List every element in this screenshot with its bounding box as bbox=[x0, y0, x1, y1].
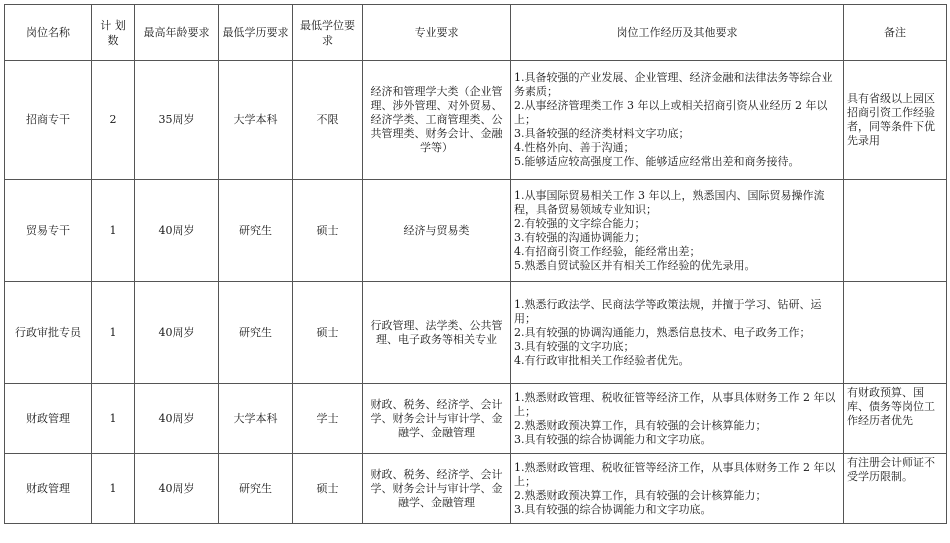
requirement-line: 1.熟悉行政法学、民商法学等政策法规，并擅于学习、钻研、运用； bbox=[514, 297, 822, 325]
cell-position: 行政审批专员 bbox=[5, 282, 92, 384]
requirement-line: 2.熟悉财政预决算工作，具有较强的会计核算能力； bbox=[514, 488, 767, 502]
requirement-line: 5.熟悉自贸试验区并有相关工作经验的优先录用。 bbox=[514, 258, 756, 272]
cell-count: 1 bbox=[92, 384, 135, 454]
requirement-line: 2.具有较强的协调沟通能力，熟悉信息技术、电子政务工作； bbox=[514, 325, 811, 339]
cell-count: 1 bbox=[92, 282, 135, 384]
requirement-line: 2.有较强的文字综合能力； bbox=[514, 216, 646, 230]
cell-note bbox=[844, 180, 947, 282]
table-row bbox=[5, 61, 947, 180]
header-major: 专业要求 bbox=[363, 5, 511, 61]
header-max-age: 最高年龄要求 bbox=[135, 5, 219, 61]
cell-major: 经济与贸易类 bbox=[363, 180, 511, 282]
table-row bbox=[5, 384, 947, 454]
requirement-line: 3.有较强的沟通协调能力； bbox=[514, 230, 646, 244]
cell-age: 40周岁 bbox=[135, 180, 219, 282]
requirement-line: 3.具有较强的综合协调能力和文字功底。 bbox=[514, 502, 712, 516]
cell-edu: 大学本科 bbox=[219, 384, 293, 454]
cell-position: 财政管理 bbox=[5, 454, 92, 524]
cell-note bbox=[844, 282, 947, 384]
header-row bbox=[5, 5, 947, 61]
header-count: 计 划 数 bbox=[92, 5, 135, 61]
requirement-line: 3.具有较强的综合协调能力和文字功底。 bbox=[514, 432, 712, 446]
cell-requirements bbox=[511, 61, 844, 180]
header-min-degree: 最低学位要求 bbox=[293, 5, 363, 61]
cell-edu: 研究生 bbox=[219, 454, 293, 524]
cell-age: 40周岁 bbox=[135, 282, 219, 384]
cell-degree: 学士 bbox=[293, 384, 363, 454]
cell-edu: 研究生 bbox=[219, 282, 293, 384]
requirement-line: 3.具有较强的文字功底； bbox=[514, 339, 635, 353]
cell-position: 招商专干 bbox=[5, 61, 92, 180]
requirement-line: 1.具备较强的产业发展、企业管理、经济金融和法律法务等综合业务素质； bbox=[514, 71, 833, 98]
table-row bbox=[5, 454, 947, 524]
cell-count: 1 bbox=[92, 180, 135, 282]
requirement-line: 2.熟悉财政预决算工作，具有较强的会计核算能力； bbox=[514, 418, 767, 432]
cell-major: 经济和管理学大类（企业管理、涉外管理、对外贸易、经济学类、工商管理类、公共管理类、财务会计、金融学等） bbox=[363, 61, 511, 180]
requirement-line: 1.熟悉财政管理、税收征管等经济工作，从事具体财务工作 2 年以上； bbox=[514, 460, 836, 488]
cell-count: 2 bbox=[92, 61, 135, 180]
cell-age: 40周岁 bbox=[135, 384, 219, 454]
cell-note: 有注册会计师证不受学历限制。 bbox=[844, 454, 947, 524]
cell-requirements bbox=[511, 180, 844, 282]
requirement-line: 2.从事经济管理类工作 3 年以上或相关招商引资从业经历 2 年以上； bbox=[514, 99, 828, 126]
cell-degree: 硕士 bbox=[293, 454, 363, 524]
cell-major: 财政、税务、经济学、会计学、财务会计与审计学、金融学、金融管理 bbox=[363, 454, 511, 524]
requirement-line: 1.从事国际贸易相关工作 3 年以上，熟悉国内、国际贸易操作流程，具备贸易领域专业知识； bbox=[514, 188, 825, 216]
requirement-line: 4.有招商引资工作经验，能经常出差； bbox=[514, 244, 701, 258]
cell-edu: 研究生 bbox=[219, 180, 293, 282]
cell-note: 具有省级以上园区招商引资工作经验者，同等条件下优先录用 bbox=[844, 61, 947, 180]
header-experience: 岗位工作经历及其他要求 bbox=[511, 5, 844, 61]
header-min-edu: 最低学历要求 bbox=[219, 5, 293, 61]
cell-requirements bbox=[511, 454, 844, 524]
header-note: 备注 bbox=[844, 5, 947, 61]
cell-edu: 大学本科 bbox=[219, 61, 293, 180]
cell-degree: 不限 bbox=[293, 61, 363, 180]
cell-position: 财政管理 bbox=[5, 384, 92, 454]
table-row bbox=[5, 180, 947, 282]
cell-degree: 硕士 bbox=[293, 180, 363, 282]
cell-major: 行政管理、法学类、公共管理、电子政务等相关专业 bbox=[363, 282, 511, 384]
requirement-line: 4.性格外向、善于沟通； bbox=[514, 141, 635, 154]
cell-requirements bbox=[511, 282, 844, 384]
cell-requirements bbox=[511, 384, 844, 454]
table-row bbox=[5, 282, 947, 384]
cell-degree: 硕士 bbox=[293, 282, 363, 384]
cell-major: 财政、税务、经济学、会计学、财务会计与审计学、金融学、金融管理 bbox=[363, 384, 511, 454]
requirement-line: 1.熟悉财政管理、税收征管等经济工作，从事具体财务工作 2 年以上； bbox=[514, 390, 836, 418]
cell-note: 有财政预算、国库、债务等岗位工作经历者优先 bbox=[844, 384, 947, 454]
requirement-line: 4.有行政审批相关工作经验者优先。 bbox=[514, 353, 690, 367]
header-position: 岗位名称 bbox=[5, 5, 92, 61]
cell-position: 贸易专干 bbox=[5, 180, 92, 282]
cell-age: 40周岁 bbox=[135, 454, 219, 524]
requirement-line: 5.能够适应较高强度工作、能够适应经常出差和商务接待。 bbox=[514, 155, 800, 168]
cell-count: 1 bbox=[92, 454, 135, 524]
cell-age: 35周岁 bbox=[135, 61, 219, 180]
recruitment-table bbox=[4, 4, 947, 524]
requirement-line: 3.具备较强的经济类材料文字功底； bbox=[514, 127, 690, 140]
